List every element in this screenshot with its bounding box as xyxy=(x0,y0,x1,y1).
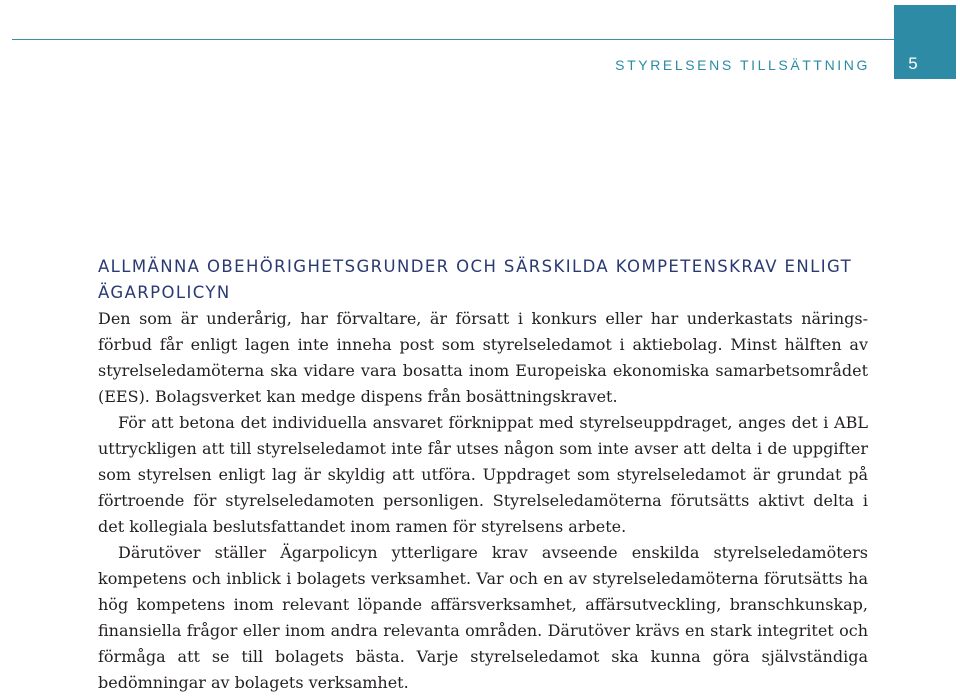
paragraph-1: Den som är underårig, har förvaltare, är försatt i konkurs eller har underkastats näringsförbud får enligt lagen inte inneha post som styrelseledamot i aktiebolag. Minst hälften av styrelseledamöterna ska vidare vara bosatta inom Europeiska ekonomiska samarbetsområdet (EES). Bolagsverket kan medge dispens från bosättningskravet. xyxy=(98,309,868,406)
page-number: 5 xyxy=(908,54,918,73)
paragraph-2: För att betona det individuella ansvaret förknippat med styrelseuppdraget, anges det i ABL uttryckligen att till styrelseledamot inte får utses någon som inte avser att delta i de uppgifter som styrelsen enligt lag är skyldig att utföra. Uppdraget som styrelseledamot är grundat på förtroende för styrelseledamoten personligen. Styrelseledamöterna förutsätts aktivt delta i det kollegiala beslutsfattandet inom ramen för styrelsens arbete. xyxy=(98,413,868,536)
section-content xyxy=(98,254,868,696)
section-heading: ALLMÄNNA OBEHÖRIGHETSGRUNDER OCH SÄRSKILDA KOMPETENSKRAV ENLIGT ÄGARPOLICYN xyxy=(98,257,853,302)
paragraph-3: Därutöver ställer Ägarpolicyn ytterligare krav avseende enskilda styrelseledamöters kompetens och inblick i bolagets verksamhet. Var och en av styrelseledamöterna förutsätts ha hög kompetens inom relevant löpande affärsverksamhet, affärsutveckling, branschkunskap, finansiella frågor eller inom andra relevanta områden. Därutöver krävs en stark integritet och förmåga att se till bolagets bästa. Varje styrelseledamot ska kunna göra självständiga bedömningar av bolagets verksamhet. xyxy=(98,543,868,692)
running-head: STYRELSENS TILLSÄTTNING xyxy=(615,57,870,73)
page-number-tab xyxy=(894,5,956,79)
header-rule xyxy=(12,39,894,40)
